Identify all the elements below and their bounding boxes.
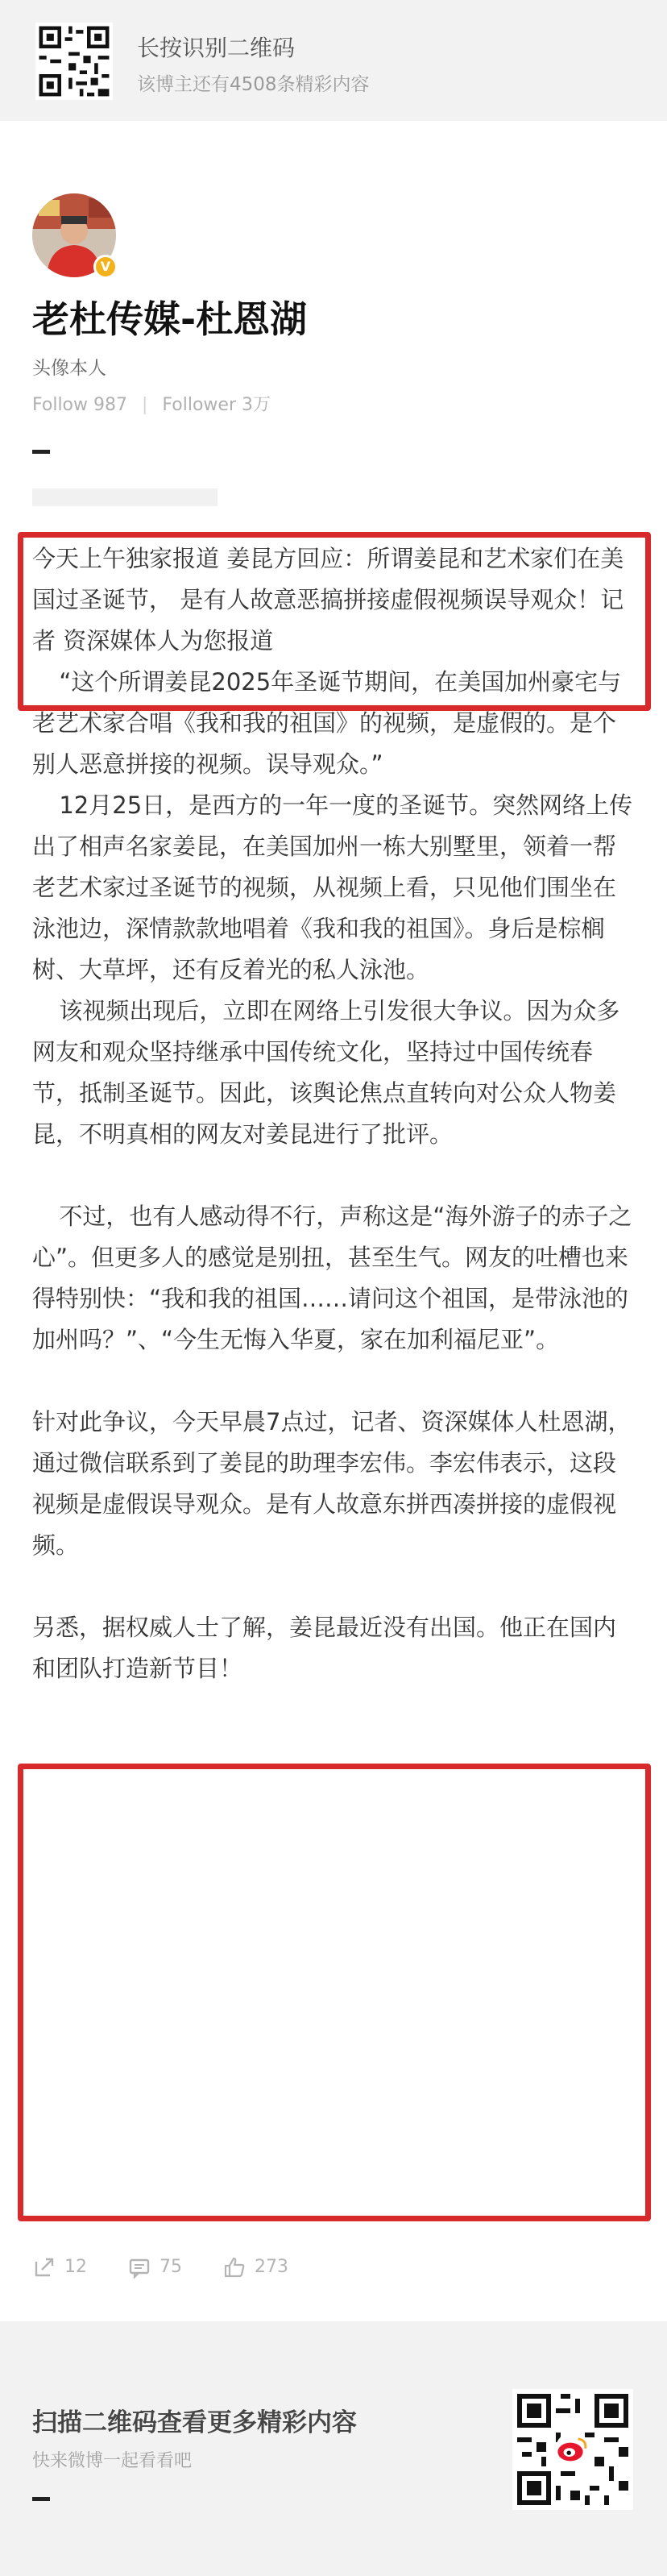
profile-name[interactable]: 老杜传媒-杜恩湖 <box>32 297 308 341</box>
like-button[interactable] <box>222 2255 288 2279</box>
spacer <box>32 1361 636 1402</box>
divider: | <box>142 395 148 415</box>
post-body <box>32 538 636 1689</box>
banner-title: 长按识别二维码 <box>137 35 296 61</box>
follower-count[interactable]: Follower 3万 <box>162 395 271 415</box>
like-count: 273 <box>255 2257 288 2277</box>
post-paragraph: 12月25日，是西方的一年一度的圣诞节。突然网络上传出了相声名家姜昆，在美国加州一栋大别墅里，领着一帮老艺术家过圣诞节的视频，从视频上看，只见他们围坐在泳池边，深情款款地唱着《我和我的祖国》。身后是棕榈树、大草坪，还有反着光的私人泳池。 <box>32 791 633 983</box>
highlight-box-response <box>18 1764 651 2221</box>
repost-count: 12 <box>64 2257 87 2277</box>
repost-button[interactable] <box>32 2255 87 2279</box>
qr-banner[interactable] <box>0 0 667 121</box>
highlight-box-headline <box>18 532 651 711</box>
banner-subtitle: 该博主还有4508条精彩内容 <box>137 74 370 95</box>
section-divider <box>32 450 50 454</box>
comment-count: 75 <box>160 2257 182 2277</box>
post-paragraph: 不过，也有人感动得不行，声称这是“海外游子的赤子之心”。但更多人的感觉是别扭，甚至生气。网友的吐槽也来得特别快：“我和我的祖国……请问这个祖国，是带泳池的加州吗？”、“今生无悔入华夏，家在加利福尼亚”。 <box>32 1203 632 1353</box>
post-paragraph: 针对此争议，今天早晨7点过，记者、资深媒体人杜恩湖，通过微信联系到了姜昆的助理李宏伟。李宏伟表示，这段视频是虚假误导观众。是有人故意东拼西凑拼接的虚假视频。 <box>32 1408 632 1559</box>
qr-code-icon[interactable] <box>512 2389 633 2510</box>
spacer <box>32 1155 636 1196</box>
post-headline: 今天上午独家报道 姜昆方回应：所谓姜昆和艺术家们在美国过圣诞节， 是有人故意恶搞拼接虚假视频误导观众！记者 资深媒体人为您报道 <box>32 545 624 654</box>
repost-icon <box>32 2255 56 2279</box>
avatar-caption: 头像本人 <box>32 358 106 379</box>
post-paragraph: 另悉，据权威人士了解，姜昆最近没有出国。他正在国内和团队打造新节目！ <box>32 1614 617 1682</box>
qr-code-icon <box>35 23 113 100</box>
footer-subtitle: 快来微博一起看看吧 <box>32 2451 193 2471</box>
post-paragraph: 该视频出现后，立即在网络上引发很大争议。因为众多网友和观众坚持继承中国传统文化，坚持过中国传统春节，抵制圣诞节。因此，该舆论焦点直转向对公众人物姜昆，不明真相的网友对姜昆进行了批评。 <box>32 997 620 1148</box>
like-icon <box>222 2255 246 2279</box>
footer-title: 扫描二维码查看更多精彩内容 <box>32 2408 357 2437</box>
follow-stats <box>32 391 271 416</box>
loading-placeholder <box>32 488 218 506</box>
section-divider <box>32 2497 50 2501</box>
verified-badge-icon: V <box>93 255 118 279</box>
comment-button[interactable] <box>127 2255 182 2279</box>
comment-icon <box>127 2255 151 2279</box>
footer-qr-panel <box>0 2321 667 2576</box>
post-paragraph: “这个所谓姜昆2025年圣诞节期间，在美国加州豪宅与老艺术家合唱《我和我的祖国》的视频，是虚假的。是个别人恶意拼接的视频。误导观众。” <box>32 668 622 778</box>
spacer <box>32 1566 636 1607</box>
follow-count[interactable]: Follow 987 <box>32 395 127 415</box>
